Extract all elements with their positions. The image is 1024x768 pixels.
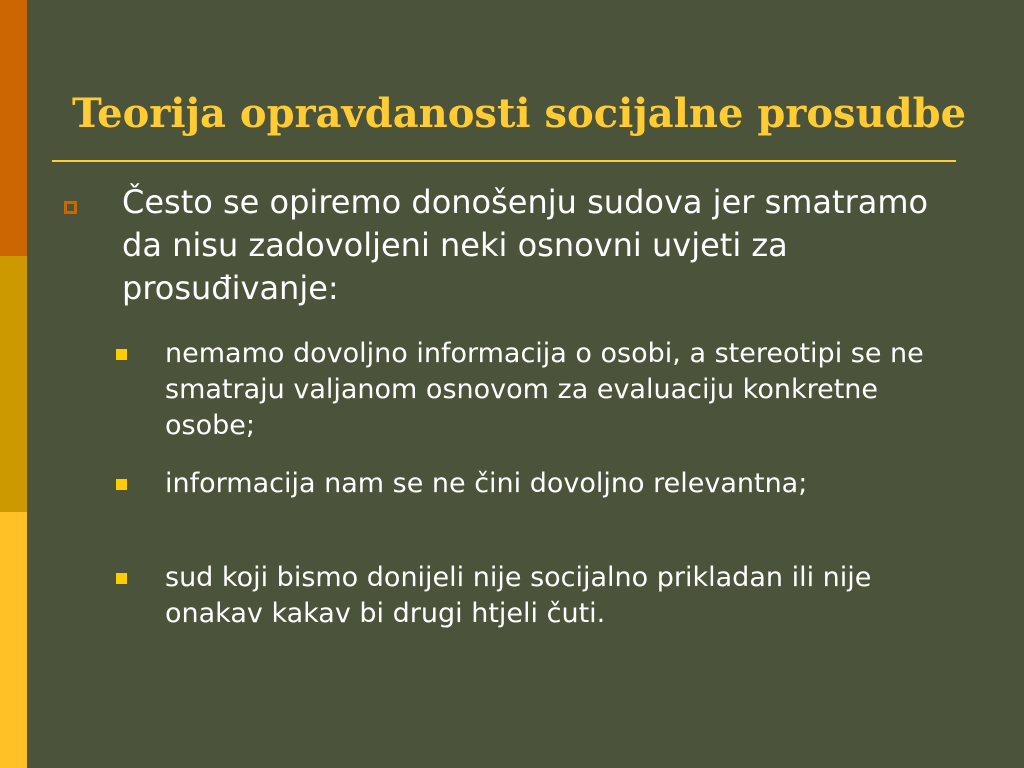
square-bullet-icon (116, 573, 127, 584)
side-bar-orange (0, 0, 27, 256)
side-bar-yellow (0, 512, 27, 768)
square-bullet-icon (116, 479, 127, 490)
title-divider (52, 160, 956, 162)
side-bar-gold (0, 256, 27, 512)
hollow-square-bullet-icon (64, 201, 77, 214)
sub-bullet-text: nemamo dovoljno informacija o osobi, a stereotipi se ne smatraju valjanom osnovom za evaluaciju konkretne osobe; (165, 338, 924, 441)
square-bullet-icon (116, 349, 127, 360)
sub-bullet-text: sud koji bismo donijeli nije socijalno prikladan ili nije onakav kakav bi drugi htjeli čuti. (165, 562, 872, 629)
sub-bullet-text: informacija nam se ne čini dovoljno relevantna; (165, 468, 808, 499)
slide-title: Teorija opravdanosti socijalne prosudbe (72, 90, 967, 137)
main-bullet-text: Često se opiremo donošenju sudova jer smatramo da nisu zadovoljeni neki osnovni uvjeti za prosuđivanje: (122, 183, 929, 307)
